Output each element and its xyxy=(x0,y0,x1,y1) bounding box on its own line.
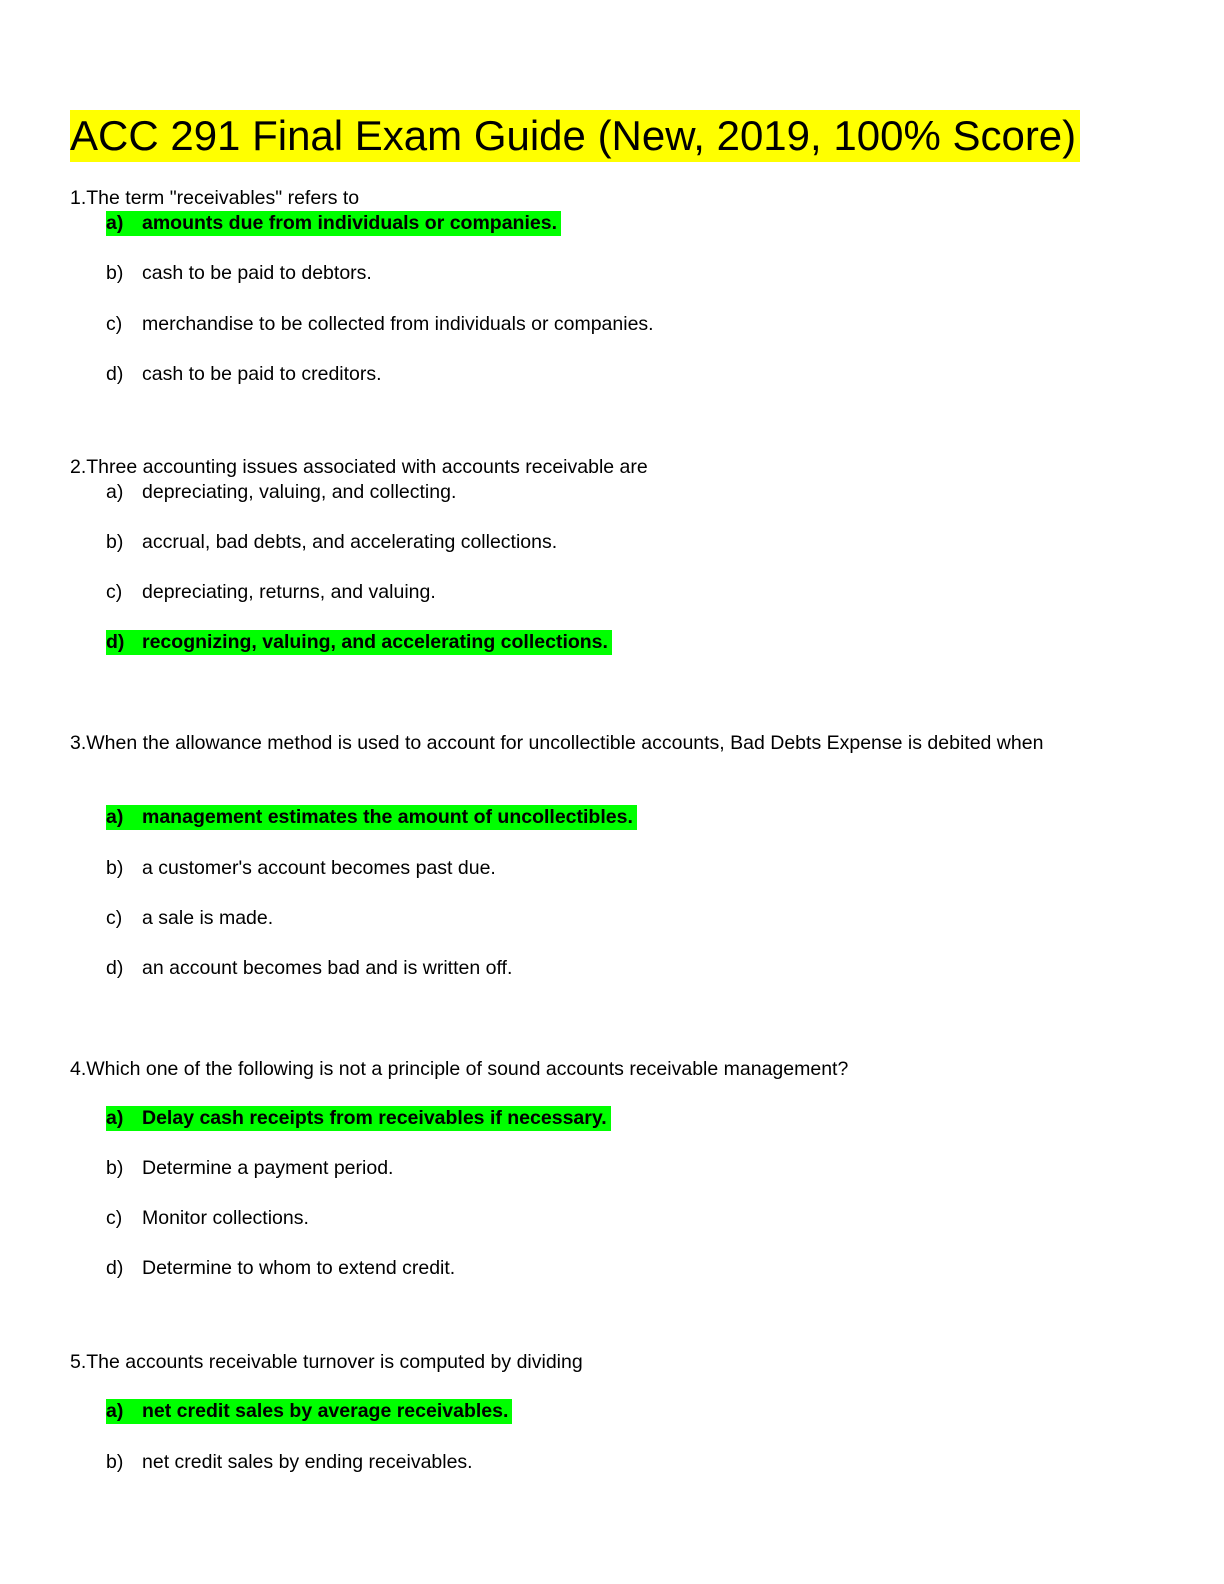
option-text: amounts due from individuals or companies. xyxy=(142,212,557,234)
question-2: 2.Three accounting issues associated with accounts receivable are xyxy=(70,456,648,478)
option-letter: d) xyxy=(106,957,124,979)
option-letter: d) xyxy=(106,1257,124,1279)
option-letter: d) xyxy=(106,363,124,385)
answer-option xyxy=(106,856,496,881)
answer-option xyxy=(106,1450,473,1475)
question-1: 1.The term "receivables" refers to xyxy=(70,187,360,209)
option-letter: b) xyxy=(106,531,124,553)
answer-option xyxy=(106,580,436,605)
question-3: 3.When the allowance method is used to account for uncollectible accounts, Bad Debts Expense is debited when xyxy=(70,732,1044,754)
option-text: depreciating, valuing, and collecting. xyxy=(142,481,457,503)
option-text: net credit sales by ending receivables. xyxy=(142,1451,473,1473)
answer-option xyxy=(106,1156,393,1181)
option-text: Monitor collections. xyxy=(142,1207,309,1229)
option-letter: c) xyxy=(106,1207,123,1229)
option-letter: b) xyxy=(106,857,124,879)
option-text: a customer's account becomes past due. xyxy=(142,857,496,879)
question-5: 5.The accounts receivable turnover is computed by dividing xyxy=(70,1351,583,1373)
option-letter: a) xyxy=(106,481,124,503)
answer-option-correct xyxy=(106,1399,512,1424)
answer-option xyxy=(106,261,372,286)
answer-option xyxy=(106,530,557,555)
option-text: Determine a payment period. xyxy=(142,1157,394,1179)
option-text: net credit sales by average receivables. xyxy=(142,1400,509,1422)
answer-option xyxy=(106,480,456,505)
option-letter: d) xyxy=(106,631,125,653)
option-letter: a) xyxy=(106,212,124,234)
question-4: 4.Which one of the following is not a principle of sound accounts receivable management? xyxy=(70,1058,849,1080)
option-text: cash to be paid to debtors. xyxy=(142,262,372,284)
option-letter: b) xyxy=(106,1157,124,1179)
option-letter: b) xyxy=(106,1451,124,1473)
answer-option xyxy=(106,1256,455,1281)
option-text: cash to be paid to creditors. xyxy=(142,363,382,385)
answer-option-correct xyxy=(106,630,612,655)
option-text: accrual, bad debts, and accelerating collections. xyxy=(142,531,558,553)
option-text: an account becomes bad and is written off. xyxy=(142,957,513,979)
page-title: ACC 291 Final Exam Guide (New, 2019, 100% Score) xyxy=(70,110,1080,162)
option-text: a sale is made. xyxy=(142,907,274,929)
answer-option xyxy=(106,312,654,337)
option-letter: a) xyxy=(106,1107,124,1129)
option-text: recognizing, valuing, and accelerating collections. xyxy=(142,631,608,653)
option-text: Determine to whom to extend credit. xyxy=(142,1257,456,1279)
option-text: depreciating, returns, and valuing. xyxy=(142,581,436,603)
option-letter: c) xyxy=(106,581,123,603)
option-letter: a) xyxy=(106,806,124,828)
option-text: Delay cash receipts from receivables if necessary. xyxy=(142,1107,607,1129)
answer-option xyxy=(106,956,512,981)
answer-option-correct xyxy=(106,211,561,236)
answer-option xyxy=(106,1206,309,1231)
option-letter: b) xyxy=(106,262,124,284)
option-text: merchandise to be collected from individuals or companies. xyxy=(142,313,654,335)
option-text: management estimates the amount of uncollectibles. xyxy=(142,806,633,828)
option-letter: c) xyxy=(106,313,123,335)
answer-option xyxy=(106,362,382,387)
answer-option xyxy=(106,906,273,931)
option-letter: c) xyxy=(106,907,123,929)
option-letter: a) xyxy=(106,1400,124,1422)
answer-option-correct xyxy=(106,1106,611,1131)
answer-option-correct xyxy=(106,805,637,830)
